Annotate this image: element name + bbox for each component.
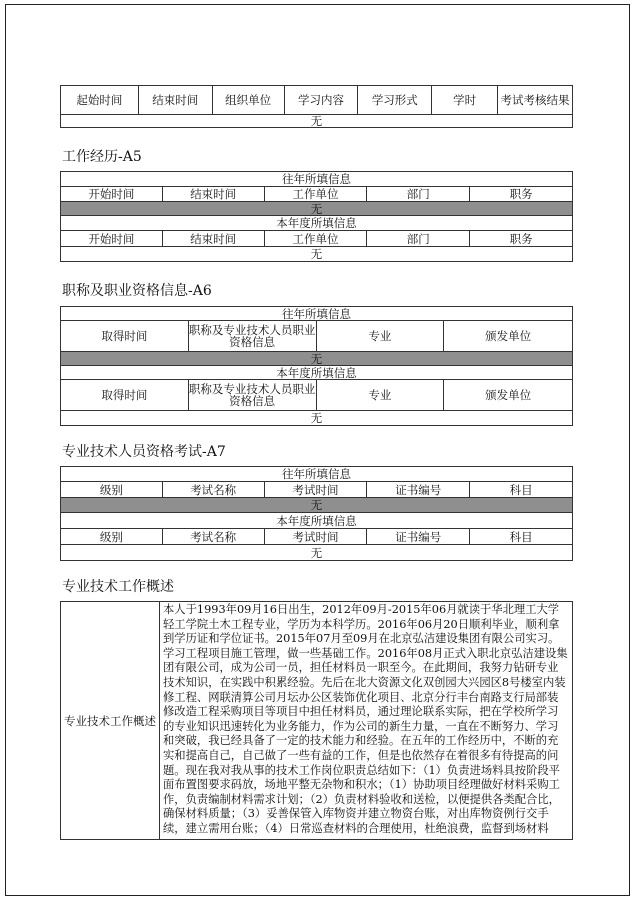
a7-current-header-cert: 证书编号 bbox=[367, 529, 470, 545]
overview-table bbox=[60, 601, 573, 840]
a5-current-caption: 本年度所填信息 bbox=[61, 216, 573, 231]
training-header-result: 考试考核结果 bbox=[498, 86, 573, 115]
a7-current-header-level: 级别 bbox=[61, 529, 163, 545]
a5-current-header-start: 开始时间 bbox=[61, 231, 163, 247]
a7-past-header-level: 级别 bbox=[61, 482, 163, 498]
section-title-a6: 职称及职业资格信息-A6 bbox=[62, 283, 212, 299]
a5-current-header-employer: 工作单位 bbox=[264, 231, 367, 247]
a5-table bbox=[60, 171, 573, 262]
a6-current-header-date: 取得时间 bbox=[61, 380, 189, 411]
section-title-a7: 专业技术人员资格考试-A7 bbox=[62, 444, 226, 460]
training-header-org: 组织单位 bbox=[212, 86, 284, 115]
a6-current-header-issuer: 颁发单位 bbox=[444, 380, 573, 411]
a7-current-header-exam: 考试名称 bbox=[162, 529, 264, 545]
a6-past-empty: 无 bbox=[61, 352, 573, 366]
a6-current-empty: 无 bbox=[61, 411, 573, 426]
a5-past-header-dept: 部门 bbox=[367, 187, 470, 202]
a6-current-caption: 本年度所填信息 bbox=[61, 366, 573, 380]
a5-current-empty: 无 bbox=[61, 247, 573, 262]
a5-past-header-start: 开始时间 bbox=[61, 187, 163, 202]
training-header-start: 起始时间 bbox=[61, 86, 139, 115]
section-title-overview: 专业技术工作概述 bbox=[62, 579, 174, 595]
a7-past-empty: 无 bbox=[61, 498, 573, 513]
training-header-end: 结束时间 bbox=[138, 86, 212, 115]
a6-past-caption: 往年所填信息 bbox=[61, 307, 573, 321]
a7-current-caption: 本年度所填信息 bbox=[61, 513, 573, 529]
a7-past-header-date: 考试时间 bbox=[264, 482, 367, 498]
a5-past-header-title: 职务 bbox=[470, 187, 573, 202]
a7-past-header-exam: 考试名称 bbox=[162, 482, 264, 498]
a7-past-caption: 往年所填信息 bbox=[61, 467, 573, 482]
training-header-form: 学习形式 bbox=[358, 86, 432, 115]
a5-past-caption: 往年所填信息 bbox=[61, 172, 573, 187]
a7-current-empty: 无 bbox=[61, 545, 573, 561]
a6-current-header-major: 专业 bbox=[316, 380, 444, 411]
a6-current-header-qualification: 职称及专业技术人员职业资格信息 bbox=[188, 380, 316, 411]
section-title-a5: 工作经历-A5 bbox=[62, 149, 142, 165]
a6-past-header-qualification: 职称及专业技术人员职业资格信息 bbox=[188, 321, 316, 352]
overview-label: 专业技术工作概述 bbox=[61, 602, 160, 840]
a6-table bbox=[60, 306, 573, 426]
overview-text: 本人于1993年09月16日出生，2012年09月-2015年06月就读于华北理工大学轻工学院土木工程专业，学历为本科学历。2016年06月20日顺利毕业，顺利拿到学历证和学位证书。2015年07月至09月在北京弘洁建设集团有限公司实习。学习工程项目施工管理，做一些基础工作。2016年08月正式入职北京弘洁建设集团有限公司，成为公司一员，担任材料员一职至今。在此期间，我努力钻研专业技术知识，在实践中积累经验。先后在北大资源文化双创园大兴园区8号楼室内装修工程、网联清算公司月坛办公区装饰优化项目、北京分行丰台南路支行局部装修改造工程采购项目等项目中担任材料员，通过理论联系实际，把在学校所学习的专业知识迅速转化为业务能力，作为公司的新生力量，一直在不断努力、学习和突破，我已经具备了一定的技术能力和经验。在五年的工作经历中，不断的充实和提高自己，自己做了一些有益的工作，但是也依然存在着很多有待提高的问题。现在我对我从事的技术工作岗位职责总结如下：（1）负责进场料具按阶段平面布置图要求码放，场地平整无杂物和积水；（1）协助项目经理做好材料采购工作，负责编制材料需求计划；（2）负责材料验收和送检，以便提供各类配合比，确保材料质量；（3）妥善保管入库物资并建立物资台账，对出库物资例行交手续，建立需用台账；（4）日常巡查材料的合理使用，杜绝浪费，监督到场材料 bbox=[160, 602, 573, 840]
training-header-hours: 学时 bbox=[432, 86, 498, 115]
a7-table bbox=[60, 466, 573, 561]
a5-past-empty: 无 bbox=[61, 202, 573, 216]
a7-past-header-subject: 科目 bbox=[470, 482, 573, 498]
a5-past-header-employer: 工作单位 bbox=[264, 187, 367, 202]
a5-current-header-end: 结束时间 bbox=[162, 231, 264, 247]
training-empty: 无 bbox=[61, 115, 573, 128]
a5-current-header-dept: 部门 bbox=[367, 231, 470, 247]
a6-past-header-date: 取得时间 bbox=[61, 321, 189, 352]
training-header-content: 学习内容 bbox=[284, 86, 358, 115]
a6-past-header-issuer: 颁发单位 bbox=[444, 321, 573, 352]
a7-past-header-cert: 证书编号 bbox=[367, 482, 470, 498]
a5-past-header-end: 结束时间 bbox=[162, 187, 264, 202]
a7-current-header-date: 考试时间 bbox=[264, 529, 367, 545]
a5-current-header-title: 职务 bbox=[470, 231, 573, 247]
training-table bbox=[60, 85, 573, 128]
a6-past-header-major: 专业 bbox=[316, 321, 444, 352]
a7-current-header-subject: 科目 bbox=[470, 529, 573, 545]
